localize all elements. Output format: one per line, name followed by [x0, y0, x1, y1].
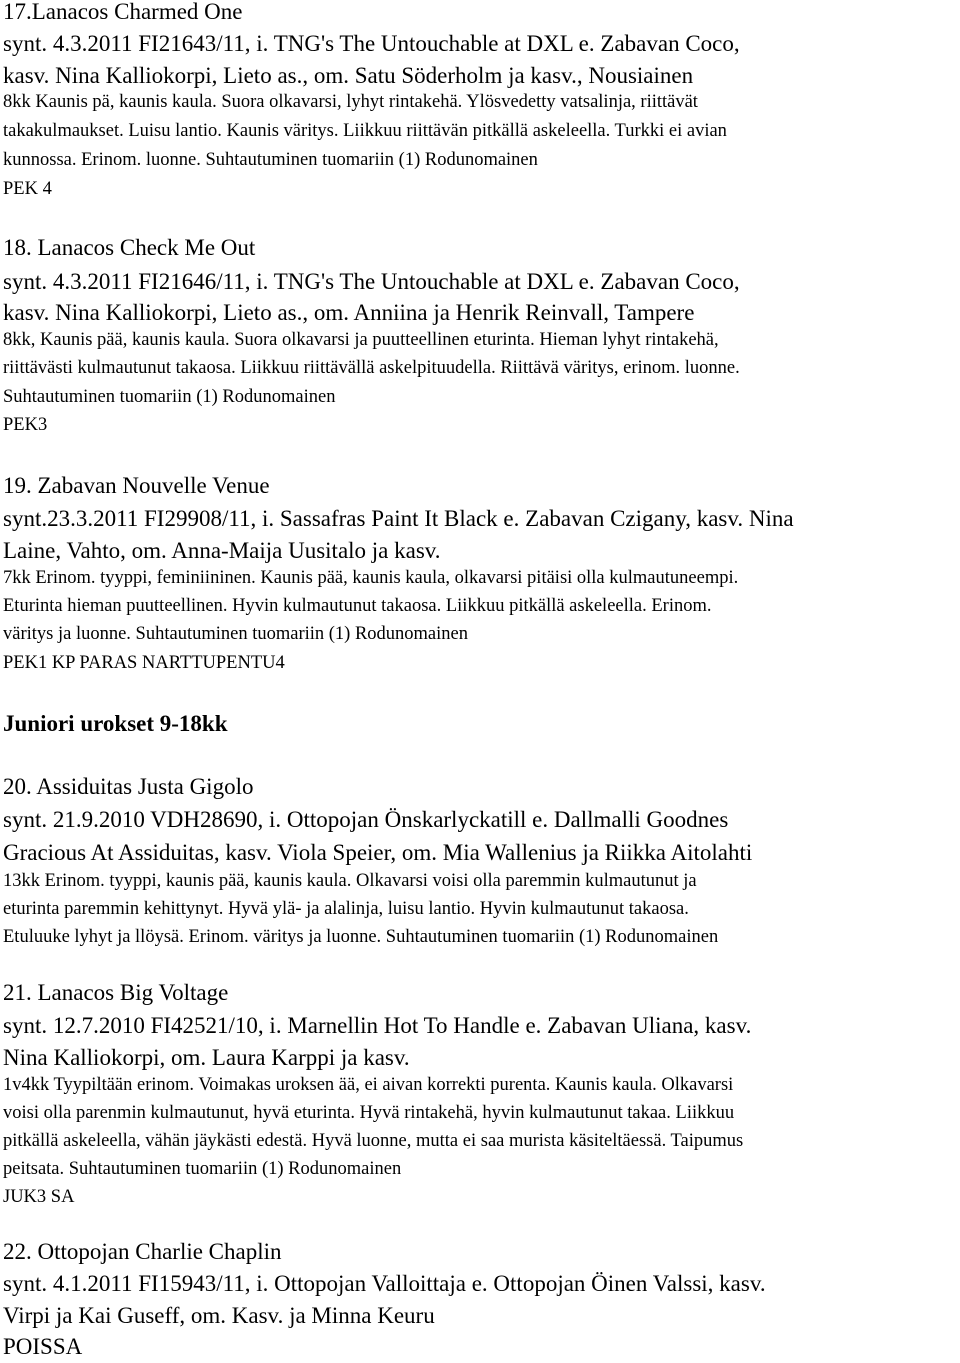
- entry-22-result: POISSA: [3, 1334, 83, 1359]
- entry-19-birth-line: synt.23.3.2011 FI29908/11, i. Sassafras Paint It Black e. Zabavan Czigany, kasv. Nina: [3, 506, 794, 531]
- entry-18-birth-line: synt. 4.3.2011 FI21646/11, i. TNG's The Untouchable at DXL e. Zabavan Coco,: [3, 269, 740, 294]
- entry-21-birth-line: synt. 12.7.2010 FI42521/10, i. Marnellin Hot To Handle e. Zabavan Uliana, kasv.: [3, 1013, 752, 1038]
- entry-19-header: 19. Zabavan Nouvelle Venue: [3, 473, 270, 498]
- entry-21-breeder-line: Nina Kalliokorpi, om. Laura Karppi ja kasv.: [3, 1045, 410, 1070]
- entry-18-critique-line-1: 8kk, Kaunis pää, kaunis kaula. Suora olkavarsi ja puutteellinen eturinta. Hieman lyhyt rintakehä,: [3, 330, 719, 350]
- section-heading: Juniori urokset 9-18kk: [3, 711, 228, 736]
- entry-18-critique-line-2: riittävästi kulmautunut takaosa. Liikkuu riittävällä askelpituudella. Riittävä väritys, erinom. luonne.: [3, 358, 740, 378]
- entry-17-critique-line-1: 8kk Kaunis pä, kaunis kaula. Suora olkavarsi, lyhyt rintakehä. Ylösvedetty vatsalinja, riittävät: [3, 92, 698, 112]
- entry-18-result: PEK3: [3, 415, 48, 435]
- entry-17-result: PEK 4: [3, 179, 52, 199]
- entry-22-breeder-line: Virpi ja Kai Guseff, om. Kasv. ja Minna Keuru: [3, 1303, 435, 1328]
- entry-20-breeder-line: Gracious At Assiduitas, kasv. Viola Speier, om. Mia Wallenius ja Riikka Aitolahti: [3, 840, 753, 865]
- entry-21-critique-line-4: peitsata. Suhtautuminen tuomariin (1) Rodunomainen: [3, 1159, 402, 1179]
- entry-21-critique-line-1: 1v4kk Tyypiltään erinom. Voimakas uroksen ää, ei aivan korrekti purenta. Kaunis kaula. Olkavarsi: [3, 1075, 734, 1095]
- entry-22-birth-line: synt. 4.1.2011 FI15943/11, i. Ottopojan Valloittaja e. Ottopojan Öinen Valssi, kasv.: [3, 1271, 766, 1296]
- entry-19-result: PEK1 KP PARAS NARTTUPENTU4: [3, 653, 285, 673]
- entry-20-critique-line-2: eturinta paremmin kehittynyt. Hyvä ylä- ja alalinja, luisu lantio. Hyvin kulmautunut takaosa.: [3, 899, 689, 919]
- entry-17-header: 17.Lanacos Charmed One: [3, 0, 243, 24]
- entry-19-breeder-line: Laine, Vahto, om. Anna-Maija Uusitalo ja kasv.: [3, 538, 441, 563]
- entry-19-critique-line-1: 7kk Erinom. tyyppi, feminiininen. Kaunis pää, kaunis kaula, olkavarsi pitäisi olla kulmautuneempi.: [3, 568, 739, 588]
- entry-19-critique-line-3: väritys ja luonne. Suhtautuminen tuomariin (1) Rodunomainen: [3, 624, 468, 644]
- entry-18-header: 18. Lanacos Check Me Out: [3, 235, 256, 260]
- entry-20-critique-line-1: 13kk Erinom. tyyppi, kaunis pää, kaunis kaula. Olkavarsi voisi olla paremmin kulmautunut ja: [3, 871, 697, 891]
- entry-18-breeder-line: kasv. Nina Kalliokorpi, Lieto as., om. Anniina ja Henrik Reinvall, Tampere: [3, 300, 695, 325]
- entry-17-breeder-line: kasv. Nina Kalliokorpi, Lieto as., om. Satu Söderholm ja kasv., Nousiainen: [3, 63, 694, 88]
- entry-21-critique-line-3: pitkällä askeleella, vähän jäykästi edestä. Hyvä luonne, mutta ei saa murista käsiteltäessä. Taipumus: [3, 1131, 744, 1151]
- entry-17-birth-line: synt. 4.3.2011 FI21643/11, i. TNG's The Untouchable at DXL e. Zabavan Coco,: [3, 31, 740, 56]
- entry-21-header: 21. Lanacos Big Voltage: [3, 980, 229, 1005]
- entry-22-header: 22. Ottopojan Charlie Chaplin: [3, 1239, 282, 1264]
- entry-20-header: 20. Assiduitas Justa Gigolo: [3, 774, 254, 799]
- entry-19-critique-line-2: Eturinta hieman puutteellinen. Hyvin kulmautunut takaosa. Liikkuu pitkällä askeleella. Erinom.: [3, 596, 712, 616]
- entry-21-result: JUK3 SA: [3, 1187, 75, 1207]
- entry-20-critique-line-3: Etuluuke lyhyt ja llöysä. Erinom. väritys ja luonne. Suhtautuminen tuomariin (1) Rodunomainen: [3, 927, 719, 947]
- entry-17-critique-line-2: takakulmaukset. Luisu lantio. Kaunis väritys. Liikkuu riittävän pitkällä askeleella. Turkki ei avian: [3, 121, 727, 141]
- entry-17-critique-line-3: kunnossa. Erinom. luonne. Suhtautuminen tuomariin (1) Rodunomainen: [3, 150, 538, 170]
- entry-20-birth-line: synt. 21.9.2010 VDH28690, i. Ottopojan Önskarlyckatill e. Dallmalli Goodnes: [3, 807, 729, 832]
- entry-18-critique-line-3: Suhtautuminen tuomariin (1) Rodunomainen: [3, 387, 336, 407]
- entry-21-critique-line-2: voisi olla parenmin kulmautunut, hyvä eturinta. Hyvä rintakehä, hyvin kulmautunut takaa. Liikkuu: [3, 1103, 735, 1123]
